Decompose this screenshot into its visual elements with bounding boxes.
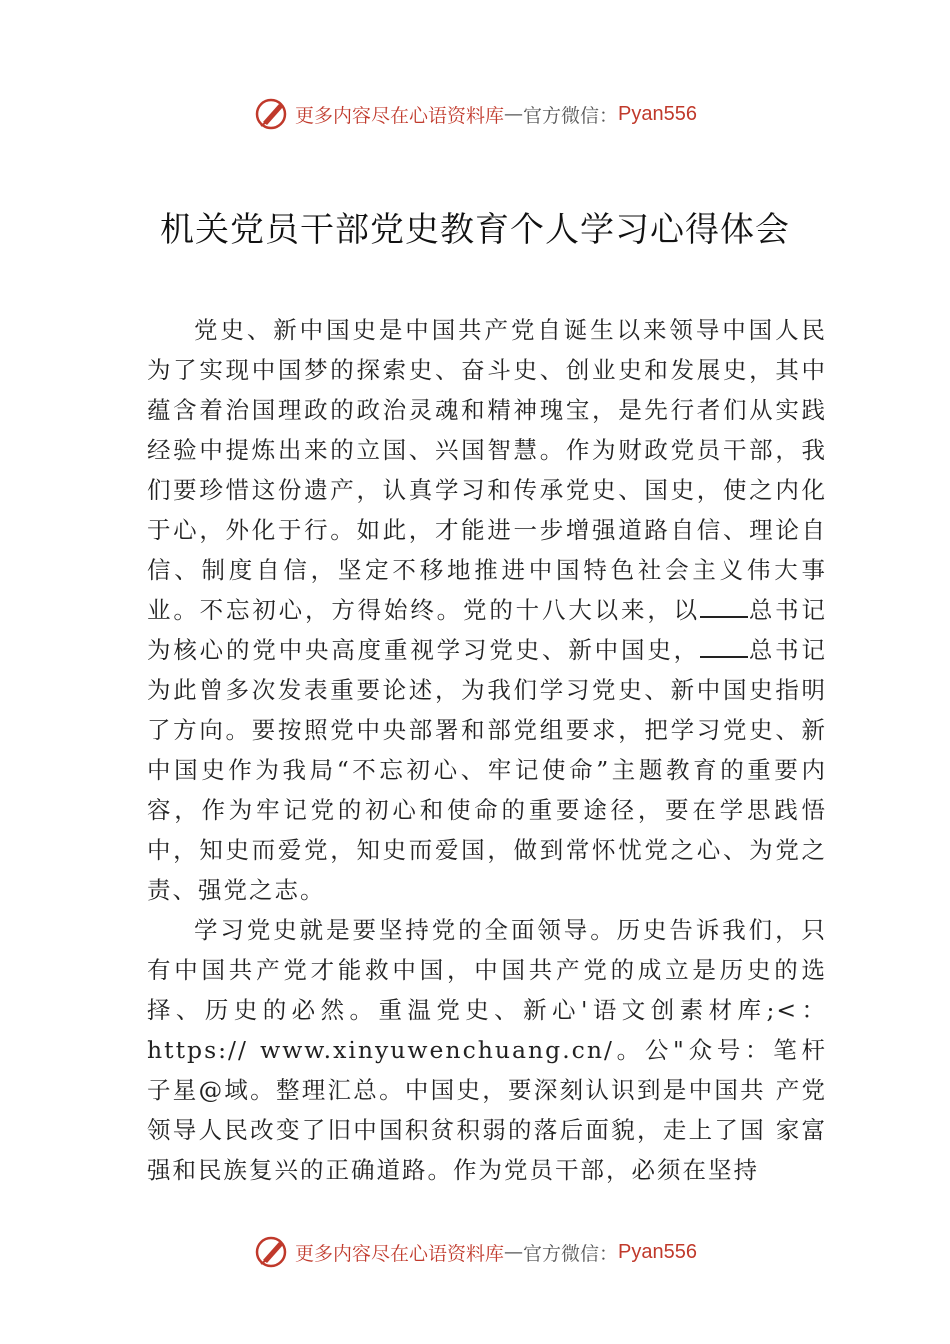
document-title: 机关党员干部党史教育个人学习心得体会	[160, 210, 790, 250]
header-banner	[0, 94, 950, 134]
banner-brand-text: 更多内容尽在心语资料库	[295, 104, 505, 127]
document-body	[147, 310, 827, 1190]
banner-wechat-label: 官方微信：	[523, 104, 619, 127]
banner-separator: —	[504, 1241, 524, 1263]
banner-wechat-id: Pyan556	[618, 102, 697, 125]
paragraph-1-part-a: 党史、新中国史是中国共产党自诞生以来领导中国人民为了实现中国梦的探索史、奋斗史、创业史和发展史，其中蕴含着治国理政的政治灵魂和精神瑰宝，是先行者们从实践经验中提炼出来的立国、兴国智慧。作为财政党员干部，我们要珍惜这份遗产，认真学习和传承党史、国史，使之内化于心，外化于行。如此，才能进一步增强道路自信、理论自信、制度自信，坚定不移地推进中国特色社会主义伟大事业。不忘初心，方得始终。党的十八大以来，以	[147, 316, 827, 624]
pen-logo-icon	[253, 96, 291, 132]
banner-brand-text: 更多内容尽在心语资料库	[295, 1242, 505, 1265]
banner-separator: —	[504, 103, 524, 125]
paragraph-1-part-c: 总书记为此曾多次发表重要论述，为我们学习党史、新中国史指明了方向。要按照党中央部署和部党组要求，把学习党史、新中国史作为我局“不忘初心、牢记使命”主题教育的重要内容，作为牢记党的初心和使命的重要途径，要在学思践悟中，知史而爱党，知史而爱国，做到常怀忧党之心、为党之责、强党之志。	[147, 636, 828, 904]
paragraph-1	[147, 310, 827, 910]
footer-banner	[0, 1232, 950, 1272]
blank-underline	[700, 594, 748, 618]
banner-wechat-label: 官方微信：	[523, 1242, 619, 1265]
pen-logo-icon	[253, 1234, 291, 1270]
banner-wechat-id: Pyan556	[618, 1240, 697, 1263]
paragraph-1-part-b: 总书记为核心的党中央高度重视学习党史、新中国史，	[147, 596, 828, 664]
paragraph-2: 学习党史就是要坚持党的全面领导。历史告诉我们，只有中国共产党才能救中国，中国共产党的成立是历史的选择、历史的必然。重温党史、新心'语文创素材库;<：https:// www.xinyuwenchuang.cn/。公"众号：笔杆子星@域。整理汇总。中国史，要深刻认识到是中国共 产党领导人民改变了旧中国积贫积弱的落后面貌，走上了国 家富强和民族复兴的正确道路。作为党员干部，必须在坚持	[147, 916, 827, 1184]
blank-underline	[700, 634, 748, 658]
